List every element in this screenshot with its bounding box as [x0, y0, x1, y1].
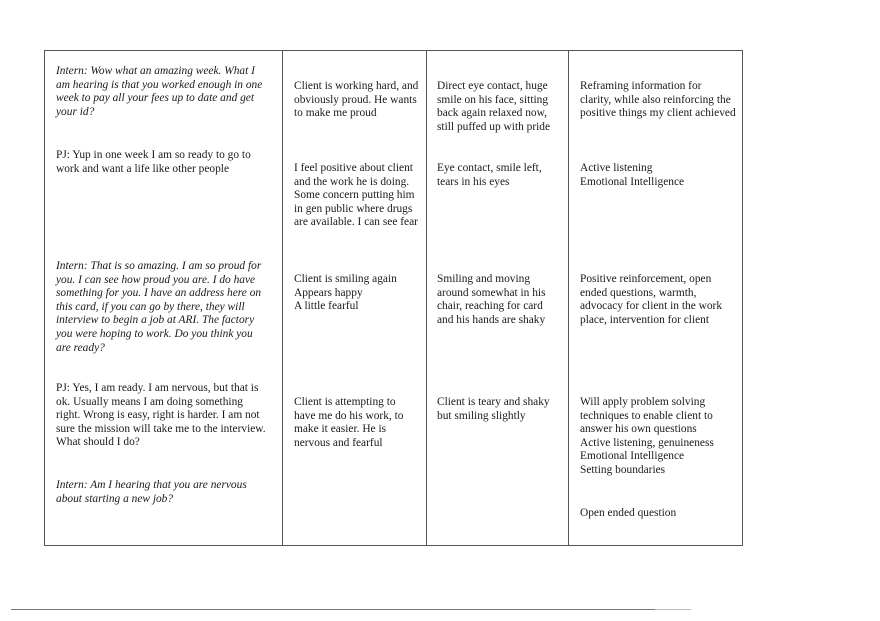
dialogue-cell: Intern: That is so amazing. I am so proud for you. I can see how proud you are. I do have something for you. I have an address here on this card, if you can go by there, they will interview to begin a job at ARI. The factory you were hoping to work. Do you think you are ready?: [56, 260, 262, 354]
process-recording-table: [44, 50, 743, 546]
dialogue-cell: PJ: Yes, I am ready. I am nervous, but that is ok. Usually means I am doing something right. Wrong is easy, right is harder. I am not sure the mission will take me to the interview. What should I do?: [56, 382, 266, 449]
observation-cell: Client is teary and shaky but smiling slightly: [437, 396, 550, 422]
feelings-cell: I feel positive about client and the work he is doing. Some concern putting him in gen public where drugs are available. I can see fear: [294, 162, 418, 229]
column-divider: [568, 51, 569, 545]
feelings-cell: Client is working hard, and obviously proud. He wants to make me proud: [294, 80, 419, 120]
skills-cell: Active listening Emotional Intelligence: [580, 162, 685, 188]
observation-cell: Smiling and moving around somewhat in his chair, reaching for card and his hands are shaky: [437, 273, 546, 326]
skills-cell: Positive reinforcement, open ended questions, warmth, advocacy for client in the work place, intervention for client: [580, 273, 723, 326]
footer-rule-segment: [655, 609, 691, 610]
dialogue-cell: Intern: Wow what an amazing week. What I am hearing is that you worked enough in one week to pay all your fees up to date and get your id?: [56, 65, 263, 118]
dialogue-cell: Intern: Am I hearing that you are nervous about starting a new job?: [56, 479, 247, 505]
feelings-cell: Client is smiling again Appears happy A little fearful: [294, 273, 397, 313]
skills-cell: Open ended question: [580, 507, 677, 519]
skills-cell: Will apply problem solving techniques to enable client to answer his own questions Active listening, genuineness Emotional Intelligence Setting boundaries: [580, 396, 714, 476]
observation-cell: Direct eye contact, huge smile on his face, sitting back again relaxed now, still puffed up with pride: [437, 80, 551, 133]
skills-cell: Reframing information for clarity, while also reinforcing the positive things my client achieved: [580, 80, 736, 120]
observation-cell: Eye contact, smile left, tears in his eyes: [437, 162, 542, 188]
footer-rule: [11, 609, 691, 610]
column-divider: [282, 51, 283, 545]
dialogue-cell: PJ: Yup in one week I am so ready to go to work and want a life like other people: [56, 149, 251, 175]
feelings-cell: Client is attempting to have me do his work, to make it easier. He is nervous and fearful: [294, 396, 404, 449]
